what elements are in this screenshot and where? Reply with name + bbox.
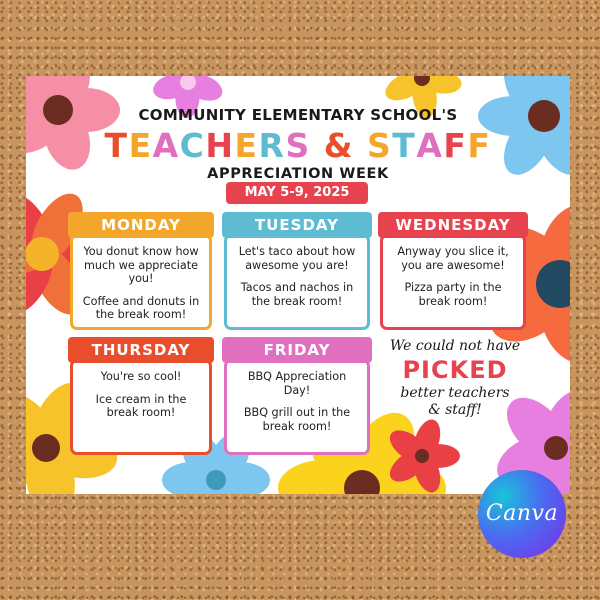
poster-title	[26, 128, 570, 164]
title-letter: E	[234, 126, 259, 165]
title-letter: R	[258, 126, 286, 165]
title-letter: F	[443, 126, 468, 165]
day-box	[70, 359, 212, 455]
title-letter: C	[179, 126, 206, 165]
title-letter: F	[467, 126, 492, 165]
day-activity: Coffee and donuts in the break room!	[82, 294, 200, 322]
date-banner: MAY 5-9, 2025	[226, 182, 368, 204]
quote-line-1: We could not have	[389, 338, 521, 354]
quote-line-4: & staff!	[428, 402, 482, 418]
canva-logo: Canva	[478, 470, 566, 558]
title-letter: S	[367, 126, 393, 165]
title-letter: A	[152, 126, 180, 165]
day-message: You donut know how much we appreciate you!	[83, 245, 199, 286]
title-letter: T	[104, 126, 129, 165]
day-message: BBQ Appreciation Day!	[247, 370, 347, 397]
day-activity: Tacos and nachos in the break room!	[240, 281, 354, 308]
quote-line-3: better teachers	[400, 385, 510, 401]
poster-subtitle: APPRECIATION WEEK	[207, 166, 389, 182]
day-activity: Pizza party in the break room!	[404, 281, 502, 308]
day-activity: BBQ grill out in the break room!	[243, 406, 351, 433]
day-header: MONDAY	[68, 212, 214, 238]
day-box	[224, 234, 370, 330]
day-message: Let's taco about how awesome you are!	[238, 245, 356, 272]
day-message: Anyway you slice it, you are awesome!	[397, 245, 509, 272]
title-letter: H	[205, 126, 235, 165]
poster	[26, 76, 570, 494]
closing-quote	[378, 338, 532, 419]
quote-highlight: PICKED	[402, 356, 508, 384]
day-box	[224, 359, 370, 455]
day-header: WEDNESDAY	[378, 212, 528, 238]
title-letter: E	[128, 126, 153, 165]
title-letter: S	[285, 126, 311, 165]
day-box	[70, 234, 212, 330]
day-activity: Ice cream in the break room!	[95, 392, 187, 420]
title-letter: T	[392, 126, 417, 165]
day-header: THURSDAY	[68, 337, 214, 363]
day-box	[380, 234, 526, 330]
title-letter: &	[310, 126, 368, 165]
school-name: COMMUNITY ELEMENTARY SCHOOL'S	[138, 106, 458, 124]
day-header: FRIDAY	[222, 337, 372, 363]
day-header: TUESDAY	[222, 212, 372, 238]
title-letter: A	[416, 126, 444, 165]
day-message: You're so cool!	[100, 370, 182, 383]
